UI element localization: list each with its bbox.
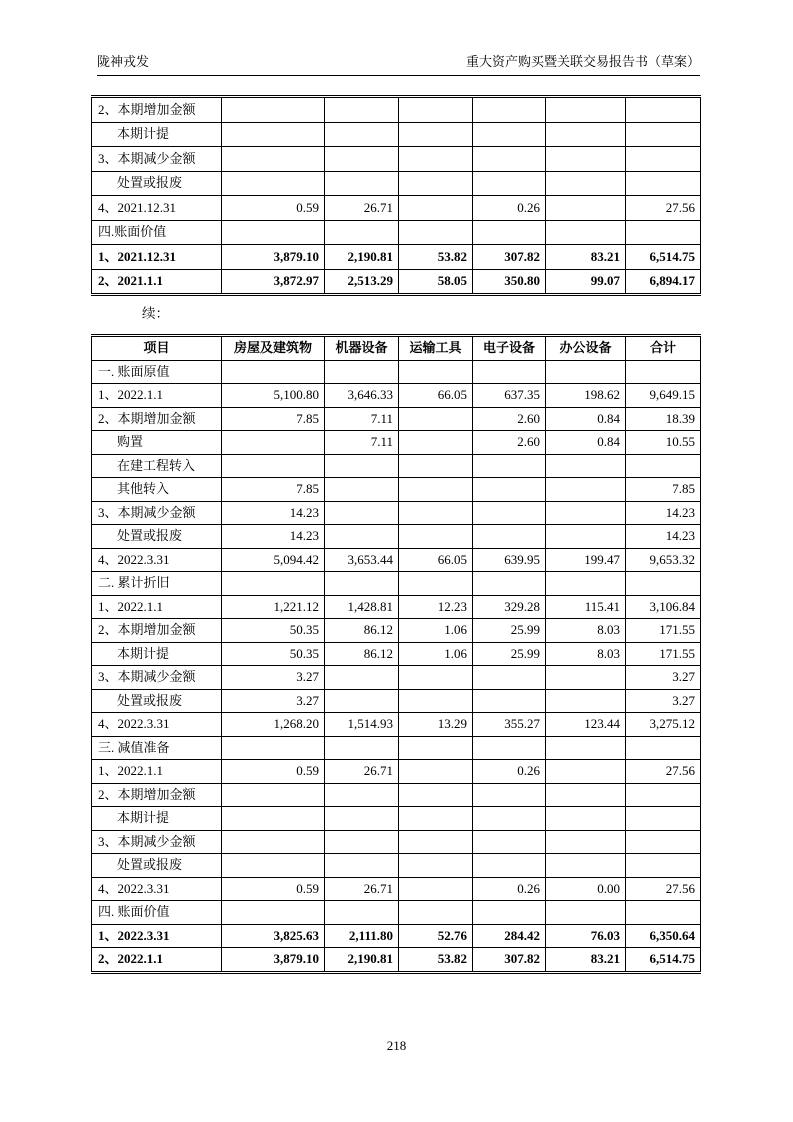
- row-label-cell: 处置或报废: [92, 689, 222, 713]
- fixed-assets-table-2021-continued: [91, 95, 701, 296]
- table-row: [92, 525, 701, 549]
- table-row: [92, 572, 701, 596]
- value-cell: 0.26: [473, 877, 546, 901]
- column-header-cell: 项目: [92, 336, 222, 361]
- value-cell: [546, 689, 626, 713]
- table-row: [92, 901, 701, 925]
- value-cell: [222, 783, 325, 807]
- row-label-cell: 1、2021.12.31: [92, 245, 222, 270]
- value-cell: [399, 97, 473, 123]
- row-label-cell: 2、本期增加金额: [92, 97, 222, 123]
- value-cell: [626, 854, 701, 878]
- value-cell: [473, 360, 546, 384]
- row-label-cell: 本期计提: [92, 122, 222, 147]
- value-cell: 6,350.64: [626, 924, 701, 948]
- value-cell: [222, 97, 325, 123]
- value-cell: [325, 572, 399, 596]
- value-cell: 3,275.12: [626, 713, 701, 737]
- row-label-cell: 购置: [92, 431, 222, 455]
- column-header-cell: 运输工具: [399, 336, 473, 361]
- value-cell: 171.55: [626, 642, 701, 666]
- value-cell: [626, 830, 701, 854]
- value-cell: 50.35: [222, 619, 325, 643]
- row-label-cell: 3、本期减少金额: [92, 830, 222, 854]
- value-cell: [399, 478, 473, 502]
- value-cell: 27.56: [626, 760, 701, 784]
- table-header-row: [92, 336, 701, 361]
- value-cell: [222, 736, 325, 760]
- value-cell: [399, 501, 473, 525]
- value-cell: 50.35: [222, 642, 325, 666]
- value-cell: [546, 901, 626, 925]
- table-row: [92, 97, 701, 123]
- value-cell: 0.26: [473, 196, 546, 221]
- value-cell: 0.84: [546, 407, 626, 431]
- table-row: [92, 269, 701, 295]
- value-cell: [399, 877, 473, 901]
- table-row: [92, 384, 701, 408]
- value-cell: [399, 147, 473, 172]
- row-label-cell: 4、2022.3.31: [92, 877, 222, 901]
- row-label-cell: 4、2021.12.31: [92, 196, 222, 221]
- value-cell: [399, 122, 473, 147]
- table-row: [92, 196, 701, 221]
- value-cell: 2,111.80: [325, 924, 399, 948]
- value-cell: 27.56: [626, 196, 701, 221]
- value-cell: [222, 854, 325, 878]
- value-cell: [473, 122, 546, 147]
- value-cell: 1.06: [399, 619, 473, 643]
- value-cell: [399, 454, 473, 478]
- value-cell: 3.27: [222, 689, 325, 713]
- row-label-cell: 四. 账面价值: [92, 901, 222, 925]
- row-label-cell: 三. 减值准备: [92, 736, 222, 760]
- value-cell: [546, 122, 626, 147]
- row-label-cell: 1、2022.1.1: [92, 384, 222, 408]
- value-cell: [546, 454, 626, 478]
- value-cell: 76.03: [546, 924, 626, 948]
- column-header-cell: 机器设备: [325, 336, 399, 361]
- value-cell: 2,190.81: [325, 245, 399, 270]
- value-cell: 3,653.44: [325, 548, 399, 572]
- column-header-cell: 办公设备: [546, 336, 626, 361]
- value-cell: 25.99: [473, 642, 546, 666]
- table-row: [92, 501, 701, 525]
- value-cell: [325, 122, 399, 147]
- page-number: 218: [386, 1038, 407, 1053]
- table-row: [92, 877, 701, 901]
- table-row: [92, 122, 701, 147]
- row-label-cell: 2、本期增加金额: [92, 619, 222, 643]
- row-label-cell: 2、2021.1.1: [92, 269, 222, 295]
- fixed-assets-table-2022: [91, 334, 701, 974]
- value-cell: 2,190.81: [325, 948, 399, 973]
- value-cell: 5,094.42: [222, 548, 325, 572]
- value-cell: 1.06: [399, 642, 473, 666]
- row-label-cell: 1、2022.1.1: [92, 595, 222, 619]
- value-cell: 1,428.81: [325, 595, 399, 619]
- table-row: [92, 689, 701, 713]
- value-cell: [626, 171, 701, 196]
- row-label-cell: 2、本期增加金额: [92, 407, 222, 431]
- value-cell: 355.27: [473, 713, 546, 737]
- table-row: [92, 830, 701, 854]
- value-cell: 350.80: [473, 269, 546, 295]
- value-cell: 10.55: [626, 431, 701, 455]
- value-cell: [546, 760, 626, 784]
- value-cell: 7.11: [325, 431, 399, 455]
- value-cell: [325, 220, 399, 245]
- row-label-cell: 本期计提: [92, 807, 222, 831]
- value-cell: 1,514.93: [325, 713, 399, 737]
- value-cell: [546, 171, 626, 196]
- value-cell: [222, 147, 325, 172]
- table-row: [92, 407, 701, 431]
- value-cell: [222, 454, 325, 478]
- value-cell: 0.26: [473, 760, 546, 784]
- value-cell: [325, 360, 399, 384]
- row-label-cell: 1、2022.3.31: [92, 924, 222, 948]
- value-cell: [399, 830, 473, 854]
- value-cell: [626, 572, 701, 596]
- value-cell: [546, 807, 626, 831]
- table-row: [92, 595, 701, 619]
- value-cell: 0.59: [222, 760, 325, 784]
- value-cell: [473, 666, 546, 690]
- value-cell: 52.76: [399, 924, 473, 948]
- value-cell: [325, 689, 399, 713]
- row-label-cell: 其他转入: [92, 478, 222, 502]
- value-cell: [546, 854, 626, 878]
- value-cell: [473, 783, 546, 807]
- table-row: [92, 666, 701, 690]
- value-cell: [399, 525, 473, 549]
- row-label-cell: 处置或报废: [92, 854, 222, 878]
- value-cell: 2.60: [473, 407, 546, 431]
- value-cell: [325, 454, 399, 478]
- value-cell: [473, 454, 546, 478]
- header-left-text: 陇神戎发: [97, 54, 150, 69]
- value-cell: 66.05: [399, 548, 473, 572]
- value-cell: [399, 807, 473, 831]
- value-cell: [546, 196, 626, 221]
- value-cell: [222, 220, 325, 245]
- value-cell: [222, 901, 325, 925]
- value-cell: 7.85: [222, 407, 325, 431]
- value-cell: 3.27: [626, 666, 701, 690]
- value-cell: 9,649.15: [626, 384, 701, 408]
- value-cell: [399, 783, 473, 807]
- table-row: [92, 642, 701, 666]
- value-cell: 3,646.33: [325, 384, 399, 408]
- value-cell: [222, 830, 325, 854]
- row-label-cell: 本期计提: [92, 642, 222, 666]
- value-cell: [325, 901, 399, 925]
- value-cell: 83.21: [546, 245, 626, 270]
- value-cell: [325, 666, 399, 690]
- value-cell: 27.56: [626, 877, 701, 901]
- column-header-cell: 合计: [626, 336, 701, 361]
- value-cell: 123.44: [546, 713, 626, 737]
- value-cell: 14.23: [626, 501, 701, 525]
- value-cell: 26.71: [325, 196, 399, 221]
- value-cell: 198.62: [546, 384, 626, 408]
- value-cell: 639.95: [473, 548, 546, 572]
- page-footer: [0, 1038, 793, 1054]
- value-cell: [325, 807, 399, 831]
- value-cell: 99.07: [546, 269, 626, 295]
- row-label-cell: 一. 账面原值: [92, 360, 222, 384]
- value-cell: [626, 122, 701, 147]
- table-row: [92, 783, 701, 807]
- table-row: [92, 948, 701, 973]
- row-label-cell: 四.账面价值: [92, 220, 222, 245]
- value-cell: [626, 454, 701, 478]
- value-cell: [626, 783, 701, 807]
- table-row: [92, 431, 701, 455]
- value-cell: 3,825.63: [222, 924, 325, 948]
- value-cell: [399, 431, 473, 455]
- value-cell: [546, 525, 626, 549]
- table-row: [92, 478, 701, 502]
- value-cell: [626, 147, 701, 172]
- value-cell: [473, 97, 546, 123]
- value-cell: [473, 736, 546, 760]
- value-cell: 3,879.10: [222, 245, 325, 270]
- value-cell: [222, 122, 325, 147]
- value-cell: 66.05: [399, 384, 473, 408]
- table-row: [92, 245, 701, 270]
- value-cell: [473, 220, 546, 245]
- value-cell: [546, 736, 626, 760]
- value-cell: [222, 171, 325, 196]
- value-cell: 2.60: [473, 431, 546, 455]
- value-cell: [222, 572, 325, 596]
- value-cell: 0.59: [222, 196, 325, 221]
- row-label-cell: 二. 累计折旧: [92, 572, 222, 596]
- value-cell: [626, 220, 701, 245]
- row-label-cell: 4、2022.3.31: [92, 548, 222, 572]
- value-cell: 7.11: [325, 407, 399, 431]
- value-cell: 1,221.12: [222, 595, 325, 619]
- value-cell: [399, 736, 473, 760]
- value-cell: 83.21: [546, 948, 626, 973]
- value-cell: 0.00: [546, 877, 626, 901]
- value-cell: [222, 360, 325, 384]
- value-cell: [626, 736, 701, 760]
- value-cell: [473, 501, 546, 525]
- value-cell: 6,514.75: [626, 245, 701, 270]
- row-label-cell: 2、本期增加金额: [92, 783, 222, 807]
- value-cell: 2,513.29: [325, 269, 399, 295]
- value-cell: 0.59: [222, 877, 325, 901]
- value-cell: 86.12: [325, 619, 399, 643]
- value-cell: [626, 97, 701, 123]
- value-cell: 3,879.10: [222, 948, 325, 973]
- value-cell: 115.41: [546, 595, 626, 619]
- value-cell: [546, 97, 626, 123]
- value-cell: 3.27: [222, 666, 325, 690]
- value-cell: [399, 854, 473, 878]
- table-row: [92, 147, 701, 172]
- table-row: [92, 454, 701, 478]
- value-cell: 0.84: [546, 431, 626, 455]
- value-cell: 199.47: [546, 548, 626, 572]
- row-label-cell: 3、本期减少金额: [92, 501, 222, 525]
- value-cell: 307.82: [473, 245, 546, 270]
- value-cell: 53.82: [399, 245, 473, 270]
- value-cell: 7.85: [626, 478, 701, 502]
- table-row: [92, 807, 701, 831]
- value-cell: 9,653.32: [626, 548, 701, 572]
- page-header: [97, 54, 700, 76]
- continued-label: 续：: [142, 306, 169, 321]
- value-cell: 3,106.84: [626, 595, 701, 619]
- value-cell: 3,872.97: [222, 269, 325, 295]
- value-cell: [325, 147, 399, 172]
- value-cell: [399, 196, 473, 221]
- value-cell: [473, 147, 546, 172]
- value-cell: [626, 807, 701, 831]
- value-cell: 7.85: [222, 478, 325, 502]
- value-cell: 18.39: [626, 407, 701, 431]
- value-cell: [546, 783, 626, 807]
- value-cell: 14.23: [222, 525, 325, 549]
- value-cell: [399, 901, 473, 925]
- row-label-cell: 处置或报废: [92, 525, 222, 549]
- value-cell: 25.99: [473, 619, 546, 643]
- row-label-cell: 处置或报废: [92, 171, 222, 196]
- value-cell: [546, 501, 626, 525]
- value-cell: 26.71: [325, 760, 399, 784]
- value-cell: [546, 478, 626, 502]
- table-row: [92, 360, 701, 384]
- value-cell: [473, 572, 546, 596]
- value-cell: [546, 147, 626, 172]
- value-cell: 53.82: [399, 948, 473, 973]
- value-cell: [546, 360, 626, 384]
- table-row: [92, 854, 701, 878]
- value-cell: 86.12: [325, 642, 399, 666]
- value-cell: [626, 360, 701, 384]
- value-cell: 8.03: [546, 619, 626, 643]
- column-header-cell: 房屋及建筑物: [222, 336, 325, 361]
- value-cell: [399, 689, 473, 713]
- table-row: [92, 924, 701, 948]
- value-cell: [473, 525, 546, 549]
- value-cell: [399, 407, 473, 431]
- value-cell: [325, 736, 399, 760]
- value-cell: [399, 360, 473, 384]
- value-cell: 329.28: [473, 595, 546, 619]
- value-cell: [399, 220, 473, 245]
- table-row: [92, 220, 701, 245]
- value-cell: 13.29: [399, 713, 473, 737]
- value-cell: [473, 171, 546, 196]
- row-label-cell: 4、2022.3.31: [92, 713, 222, 737]
- value-cell: [325, 501, 399, 525]
- value-cell: 26.71: [325, 877, 399, 901]
- value-cell: 8.03: [546, 642, 626, 666]
- value-cell: [325, 783, 399, 807]
- value-cell: [546, 830, 626, 854]
- value-cell: 284.42: [473, 924, 546, 948]
- table-row: [92, 713, 701, 737]
- column-header-cell: 电子设备: [473, 336, 546, 361]
- value-cell: [325, 171, 399, 196]
- table-row: [92, 548, 701, 572]
- value-cell: 14.23: [222, 501, 325, 525]
- value-cell: [399, 572, 473, 596]
- value-cell: 171.55: [626, 619, 701, 643]
- value-cell: [325, 478, 399, 502]
- row-label-cell: 在建工程转入: [92, 454, 222, 478]
- value-cell: [399, 760, 473, 784]
- value-cell: 58.05: [399, 269, 473, 295]
- table-row: [92, 736, 701, 760]
- row-label-cell: 1、2022.1.1: [92, 760, 222, 784]
- value-cell: [473, 830, 546, 854]
- value-cell: 12.23: [399, 595, 473, 619]
- value-cell: [325, 830, 399, 854]
- header-right-text: 重大资产购买暨关联交易报告书（草案）: [465, 54, 700, 69]
- table-row: [92, 171, 701, 196]
- value-cell: [399, 666, 473, 690]
- value-cell: [626, 901, 701, 925]
- value-cell: [546, 220, 626, 245]
- value-cell: 5,100.80: [222, 384, 325, 408]
- value-cell: [546, 572, 626, 596]
- value-cell: [222, 431, 325, 455]
- row-label-cell: 3、本期减少金额: [92, 147, 222, 172]
- value-cell: [473, 478, 546, 502]
- value-cell: 1,268.20: [222, 713, 325, 737]
- value-cell: 3.27: [626, 689, 701, 713]
- row-label-cell: 2、2022.1.1: [92, 948, 222, 973]
- value-cell: [473, 689, 546, 713]
- value-cell: 637.35: [473, 384, 546, 408]
- row-label-cell: 3、本期减少金额: [92, 666, 222, 690]
- table-row: [92, 619, 701, 643]
- value-cell: [325, 97, 399, 123]
- value-cell: [546, 666, 626, 690]
- value-cell: [325, 854, 399, 878]
- value-cell: [473, 807, 546, 831]
- value-cell: [473, 854, 546, 878]
- value-cell: [325, 525, 399, 549]
- value-cell: [399, 171, 473, 196]
- value-cell: 6,514.75: [626, 948, 701, 973]
- value-cell: [473, 901, 546, 925]
- value-cell: 307.82: [473, 948, 546, 973]
- value-cell: 6,894.17: [626, 269, 701, 295]
- table-row: [92, 760, 701, 784]
- value-cell: [222, 807, 325, 831]
- value-cell: 14.23: [626, 525, 701, 549]
